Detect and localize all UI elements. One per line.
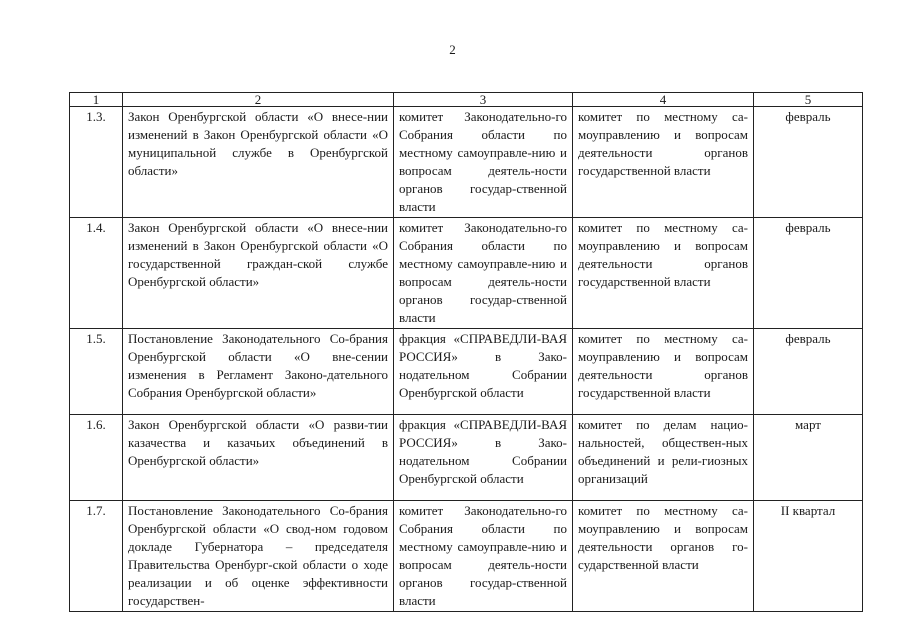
table-row xyxy=(70,218,863,329)
row-number: 1.3. xyxy=(70,107,123,218)
table-row xyxy=(70,329,863,415)
term: февраль xyxy=(754,329,863,415)
column-header: 2 xyxy=(123,93,394,107)
responsible-committee: комитет по местному са-моуправлению и вопросам деятельности органов государственной власти xyxy=(573,107,754,218)
term: февраль xyxy=(754,218,863,329)
responsible-committee: комитет по местному са-моуправлению и вопросам деятельности органов государственной власти xyxy=(573,329,754,415)
initiator: комитет Законодательно-го Собрания области по местному самоуправле-нию и вопросам деятель-ности органов государ-ственной власти xyxy=(394,107,573,218)
plan-table xyxy=(69,92,863,612)
column-header: 4 xyxy=(573,93,754,107)
term: II квартал xyxy=(754,501,863,612)
responsible-committee: комитет по местному са-моуправлению и вопросам деятельности органов го-сударственной власти xyxy=(573,501,754,612)
row-number: 1.7. xyxy=(70,501,123,612)
initiator: комитет Законодательно-го Собрания области по местному самоуправле-нию и вопросам деятель-ности органов государ-ственной власти xyxy=(394,501,573,612)
term: март xyxy=(754,415,863,501)
page-number: 2 xyxy=(449,42,456,57)
document-title: Закон Оренбургской области «О разви-тии казачества и казачьих объединений в Оренбургской области» xyxy=(123,415,394,501)
table-row xyxy=(70,107,863,218)
header-row xyxy=(70,93,863,107)
term: февраль xyxy=(754,107,863,218)
table-row xyxy=(70,415,863,501)
column-header: 3 xyxy=(394,93,573,107)
responsible-committee: комитет по делам нацио-нальностей, обществен-ных объединений и рели-гиозных организаций xyxy=(573,415,754,501)
table-row xyxy=(70,501,863,612)
document-title: Постановление Законодательного Со-брания Оренбургской области «О вне-сении изменения в Регламент Законо-дательного Собрания Оренбургской области» xyxy=(123,329,394,415)
responsible-committee: комитет по местному са-моуправлению и вопросам деятельности органов государственной власти xyxy=(573,218,754,329)
row-number: 1.6. xyxy=(70,415,123,501)
initiator: комитет Законодательно-го Собрания области по местному самоуправле-нию и вопросам деятель-ности органов государ-ственной власти xyxy=(394,218,573,329)
initiator: фракция «СПРАВЕДЛИ-ВАЯ РОССИЯ» в Зако-нодательном Собрании Оренбургской области xyxy=(394,415,573,501)
initiator: фракция «СПРАВЕДЛИ-ВАЯ РОССИЯ» в Зако-нодательном Собрании Оренбургской области xyxy=(394,329,573,415)
row-number: 1.5. xyxy=(70,329,123,415)
document-title: Закон Оренбургской области «О внесе-нии изменений в Закон Оренбургской области «О государственной граждан-ской службе Оренбургской области» xyxy=(123,218,394,329)
column-header: 1 xyxy=(70,93,123,107)
column-header: 5 xyxy=(754,93,863,107)
row-number: 1.4. xyxy=(70,218,123,329)
document-title: Закон Оренбургской области «О внесе-нии изменений в Закон Оренбургской области «О муниципальной службе в Оренбургской области» xyxy=(123,107,394,218)
document-title: Постановление Законодательного Со-брания Оренбургской области «О свод-ном годовом докладе Губернатора – председателя Правительства Оренбург-ской области о ходе реализации и об оценке эффективности государствен- xyxy=(123,501,394,612)
